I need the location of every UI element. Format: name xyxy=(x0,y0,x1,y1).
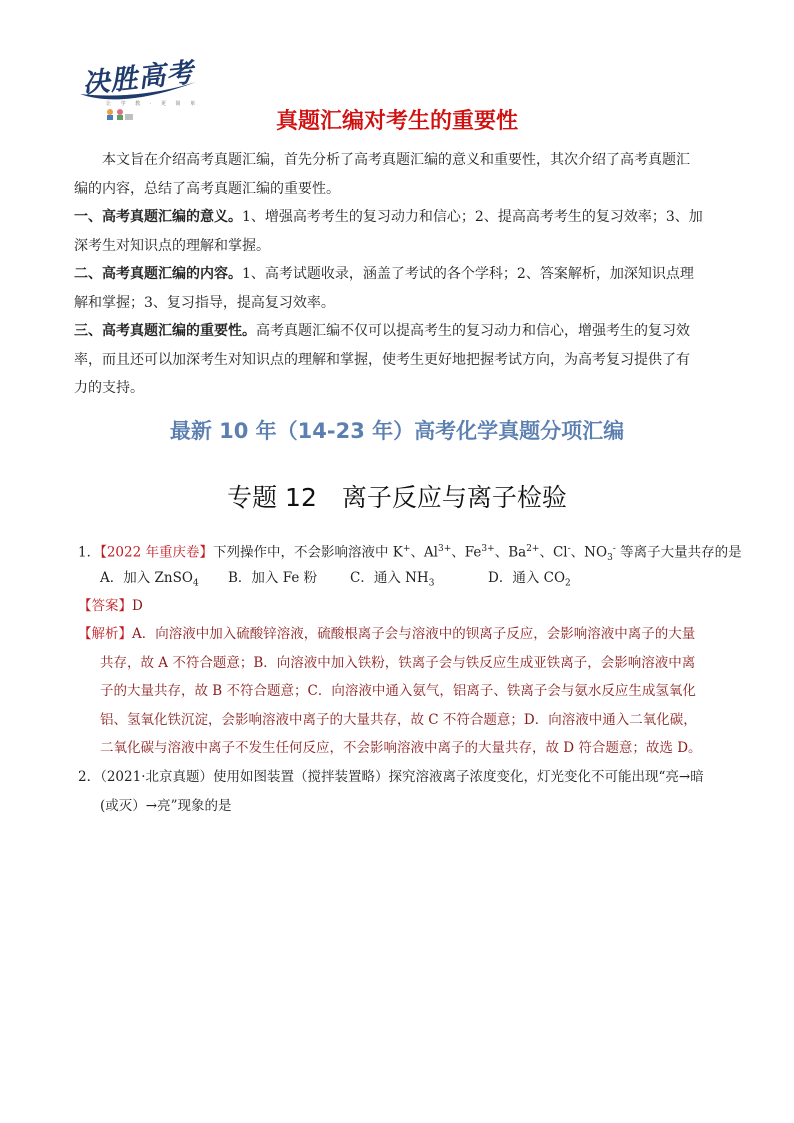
option-b: B．加入 Fe 粉 xyxy=(228,570,318,586)
stem-text: 、Al xyxy=(410,544,439,561)
question-number: 1． xyxy=(78,544,101,561)
section-text: 深考生对知识点的理解和掌握。 xyxy=(74,237,270,254)
stem-text: 下列操作中，不会影响溶液中 K xyxy=(213,544,403,561)
section-text: 1、高考试题收录，涵盖了考试的各个学科；2、答案解析，加深知识点理 xyxy=(242,266,694,282)
ion-charge: + xyxy=(402,544,411,554)
question-2-line: (或灭）→亮”现象的是 xyxy=(100,797,232,814)
section-text: 率，而且还可以加深考生对知识点的理解和掌握，使考生更好地把握考试方向，为高考复习提供了有 xyxy=(74,351,690,368)
logo-text: 决胜高考 xyxy=(81,57,196,100)
stem-text: 等离子大量共存的是 xyxy=(615,544,742,561)
stem-text: 、Fe xyxy=(451,544,482,561)
intro-paragraph xyxy=(74,146,724,203)
option-c: C．通入 $NH_3$ xyxy=(350,570,435,589)
section-meaning xyxy=(74,203,724,260)
analysis-block xyxy=(78,620,702,763)
section-importance xyxy=(74,317,724,403)
stem-text: 、NO xyxy=(570,544,608,561)
section-text: 1、增强高考考生的复习动力和信心；2、提高高考考生的复习效率；3、加 xyxy=(242,209,703,225)
analysis-line: 铝、氢氧化铁沉淀，会影响溶液中离子的大量共存，故 C 不符合题意；D．向溶液中通入二氧化碳， xyxy=(100,711,697,728)
ion-charge: 2+ xyxy=(526,544,540,554)
stem-text: 、Cl xyxy=(539,544,568,561)
analysis-line: A．向溶液中加入硫酸锌溶液，硫酸根离子会与溶液中的钡离子反应，会影响溶液中离子的大量 xyxy=(132,626,696,642)
question-source: 【2022 年重庆卷】 xyxy=(100,544,213,561)
ion-charge: - xyxy=(612,544,616,554)
logo-tagline: 让 学 教 · 更 简 单 xyxy=(106,101,200,107)
question-2-line: 2．（2021·北京真题）使用如图装置（搅拌装置略）探究溶液离子浓度变化，灯光变化不可能出现“亮→暗 xyxy=(78,769,704,785)
analysis-line: 子的大量共存，故 B 不符合题意；C．向溶液中通入氨气，铝离子、铁离子会与氨水反应生成氢氧化 xyxy=(100,683,696,699)
collection-subtitle: 最新 10 年（14-23 年）高考化学真题分项汇编 xyxy=(169,419,625,443)
answer-value: D xyxy=(132,598,143,614)
option-a: A．加入 ZnSO$_4$ xyxy=(100,570,199,589)
question-1-options xyxy=(100,564,571,598)
analysis-label: 【解析】 xyxy=(78,626,132,642)
main-title: 真题汇编对考生的重要性 xyxy=(275,109,518,134)
section-text: 解和掌握；3、复习指导，提高复习效率。 xyxy=(74,294,335,311)
analysis-line: 二氧化碳与溶液中离子不发生任何反应，不会影响溶液中离子的大量共存，故 D 符合题意；故选 D。 xyxy=(100,740,702,756)
ion-charge: 3+ xyxy=(481,544,495,554)
section-text: 力的支持。 xyxy=(74,380,144,396)
topic-title: 专题 12 离子反应与离子检验 xyxy=(227,483,567,512)
ion-charge: - xyxy=(567,544,571,554)
question-2-stem xyxy=(78,763,704,820)
analysis-line: 共存，故 A 不符合题意；B．向溶液中加入铁粉，铁离子会与铁反应生成亚铁离子，会影响溶液中离 xyxy=(100,654,696,671)
intro-line-1: 本文旨在介绍高考真题汇编，首先分析了高考真题汇编的意义和重要性，其次介绍了高考真题汇 xyxy=(102,152,690,168)
section-heading: 二、高考真题汇编的内容。 xyxy=(74,266,242,282)
section-content xyxy=(74,260,724,317)
ion-subscript: 3 xyxy=(607,553,613,564)
answer-label: 【答案】 xyxy=(78,598,132,614)
intro-line-2: 编的内容，总结了高考真题汇编的重要性。 xyxy=(74,180,340,197)
ion-charge: 3+ xyxy=(438,544,452,554)
section-text: 高考真题汇编不仅可以提高考生的复习动力和信心，增强考生的复习效 xyxy=(256,323,690,339)
option-d: D．通入 $CO_2$ xyxy=(488,570,571,589)
section-heading: 三、高考真题汇编的重要性。 xyxy=(74,323,256,339)
answer-line xyxy=(78,592,143,621)
section-heading: 一、高考真题汇编的意义。 xyxy=(74,209,242,225)
stem-text: 、Ba xyxy=(494,544,527,561)
